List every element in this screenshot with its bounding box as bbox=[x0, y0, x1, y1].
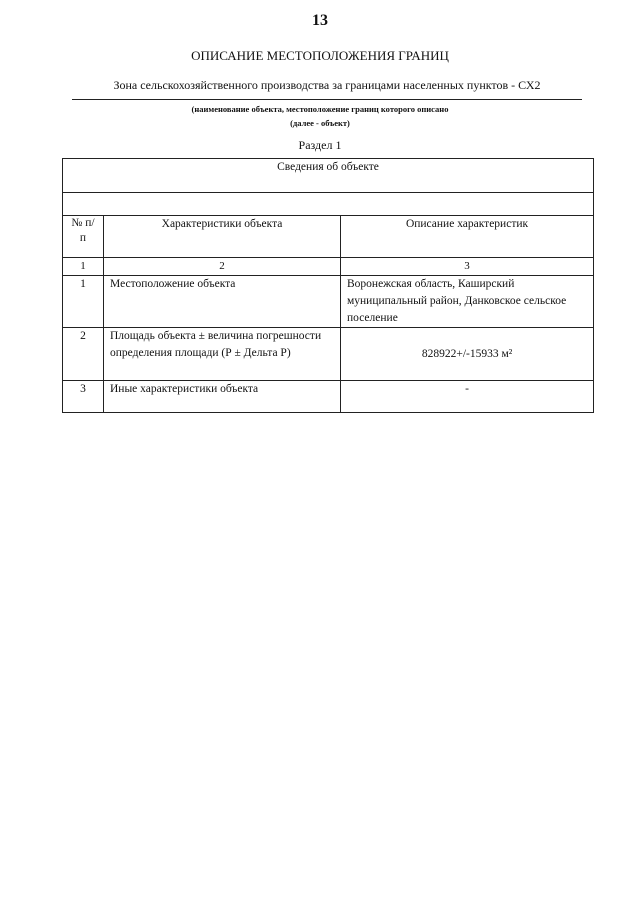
row-characteristic: Иные характеристики объекта bbox=[104, 381, 341, 413]
column-numbers-row bbox=[63, 258, 594, 276]
page-number: 13 bbox=[312, 12, 328, 29]
column-number: 3 bbox=[341, 258, 594, 276]
table-row bbox=[63, 276, 594, 328]
column-number: 1 bbox=[63, 258, 104, 276]
object-info-table bbox=[62, 158, 594, 413]
row-description: - bbox=[341, 381, 594, 413]
table-blank-cell bbox=[63, 193, 594, 216]
row-description: Воронежская область, Каширский муниципальный район, Данковское сельское поселение bbox=[341, 276, 594, 328]
object-name-note-continued: (далее - объект) bbox=[290, 118, 350, 128]
object-name-note: (наименование объекта, местоположение границ которого описано bbox=[191, 104, 449, 114]
row-num: 2 bbox=[63, 328, 104, 381]
table-row bbox=[63, 381, 594, 413]
document-title: ОПИСАНИЕ МЕСТОПОЛОЖЕНИЯ ГРАНИЦ bbox=[191, 48, 449, 63]
object-name: Зона сельскохозяйственного производства за границами населенных пунктов - СХ2 bbox=[113, 78, 541, 92]
table-header-row bbox=[63, 216, 594, 258]
row-characteristic: Площадь объекта ± величина погрешности определения площади (Р ± Дельта Р) bbox=[104, 328, 341, 381]
table-blank-row bbox=[63, 193, 594, 216]
column-number: 2 bbox=[104, 258, 341, 276]
row-description: 828922+/-15933 м² bbox=[341, 328, 594, 381]
table-caption: Сведения об объекте bbox=[63, 159, 594, 193]
row-characteristic: Местоположение объекта bbox=[104, 276, 341, 328]
underline-rule bbox=[72, 99, 582, 100]
row-num: 3 bbox=[63, 381, 104, 413]
table-row bbox=[63, 328, 594, 381]
row-num: 1 bbox=[63, 276, 104, 328]
header-description: Описание характеристик bbox=[341, 216, 594, 258]
section-label: Раздел 1 bbox=[298, 138, 342, 152]
header-num: № п/п bbox=[63, 216, 104, 258]
header-characteristics: Характеристики объекта bbox=[104, 216, 341, 258]
table-caption-row bbox=[63, 159, 594, 193]
